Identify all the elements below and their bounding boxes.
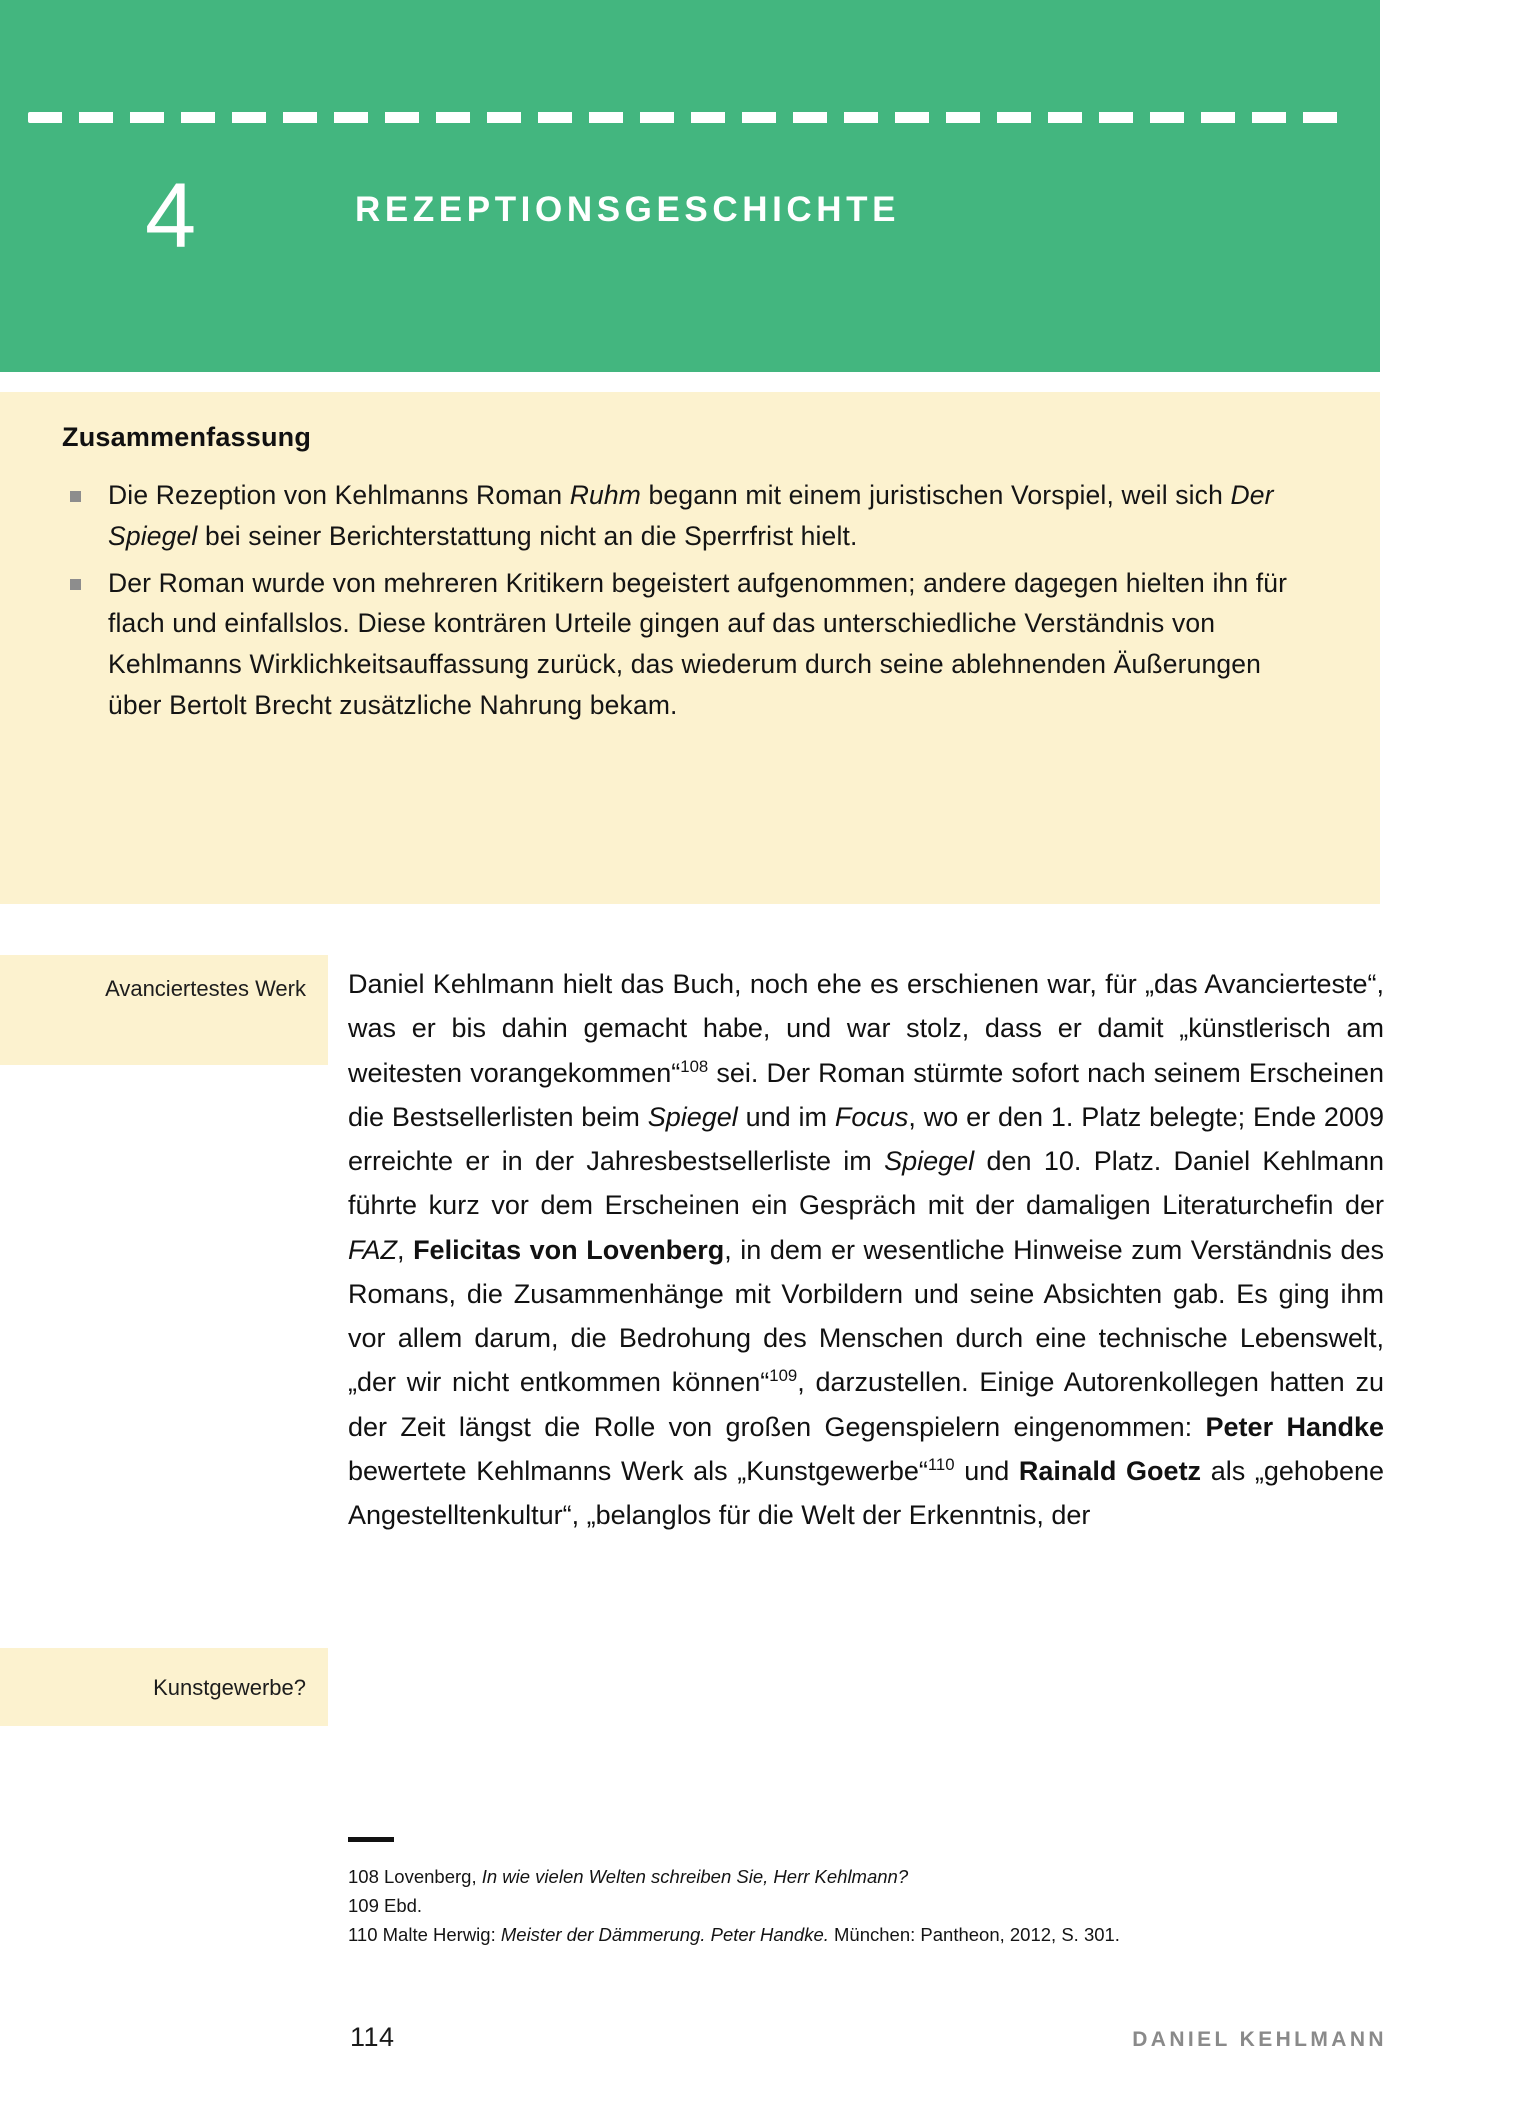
bold-felicitas-von-lovenberg: Felicitas von Lovenberg	[413, 1234, 725, 1265]
dashed-rule-decoration	[28, 112, 1348, 123]
footnote-108: 108 Lovenberg, In wie vielen Welten schreiben Sie, Herr Kehlmann?	[348, 1866, 909, 1887]
italic-focus: Focus	[834, 1101, 909, 1132]
square-bullet-icon	[70, 579, 81, 590]
footnote-separator-rule	[348, 1837, 394, 1842]
footnotes-block	[348, 1862, 1384, 1950]
italic-spiegel: Spiegel	[647, 1101, 738, 1132]
summary-bullet-item	[62, 475, 1320, 557]
footnote-marker-109: 109	[769, 1366, 798, 1386]
bold-peter-handke: Peter Handke	[1205, 1411, 1384, 1442]
margin-note-kunstgewerbe: Kunstgewerbe?	[0, 1648, 328, 1726]
summary-bullet-list	[62, 475, 1320, 726]
summary-box	[0, 392, 1380, 904]
page-number: 114	[350, 2022, 395, 2052]
chapter-number: 4	[145, 165, 196, 267]
running-head: DANIEL KEHLMANN	[1132, 2028, 1387, 2051]
summary-bullet-text: Der Roman wurde von mehreren Kritikern begeistert aufgenommen; andere dagegen hielten ihn für flach und einfallslos. Diese konträren Urteile gingen auf das unterschiedliche Verständnis von Kehlmanns Wirklichkeitsauffassung zurück, das wiederum durch seine ablehnenden Äußerungen über Bertolt Brecht zusätzliche Nahrung bekam.	[108, 567, 1288, 720]
footnote-marker-108: 108	[680, 1056, 709, 1076]
body-paragraph: Daniel Kehlmann hielt das Buch, noch ehe es erschienen war, für „das Avancierteste“, was er bis dahin gemacht habe, und war stolz, dass er damit „künstlerisch am weitesten vorangekommen“$^{108}$ sei. Der Roman stürmte sofort nach seinem Erscheinen die Bestsellerlisten beim Spiegel und im Focus, wo er den 1. Platz belegte; Ende 2009 erreichte er in der Jahresbestsellerliste im Spiegel den 10. Platz. Daniel Kehlmann führte kurz vor dem Erscheinen ein Gespräch mit der damaligen Literaturchefin der FAZ, Felicitas von Lovenberg, in dem er wesentliche Hinweise zum Verständnis des Romans, die Zusammenhänge mit Vorbildern und seine Absichten gab. Es ging ihm vor allem darum, die Bedrohung des Menschen durch eine technische Lebenswelt, „der wir nicht entkommen können“$^{109}$, darzustellen. Einige Autorenkollegen hatten zu der Zeit längst die Rolle von großen Gegenspielern eingenommen: Peter Handke bewertete Kehlmanns Werk als „Kunstgewerbe“$^{110}$ und Rainald Goetz als „gehobene Angestelltenkultur“, „belanglos für die Welt der Erkenntnis, der	[348, 969, 1384, 1531]
summary-bullet-text: Die Rezeption von Kehlmanns Roman Ruhm begann mit einem juristischen Vorspiel, weil sich Der Spiegel bei seiner Berichterstattung nicht an die Sperrfrist hielt.	[108, 480, 1274, 551]
chapter-title: REZEPTIONSGESCHICHTE	[355, 190, 901, 229]
body-text-column	[348, 962, 1384, 1537]
italic-spiegel: Spiegel	[884, 1146, 975, 1177]
summary-heading: Zusammenfassung	[62, 422, 312, 452]
chapter-header-band	[0, 0, 1380, 372]
footnote-109: 109 Ebd.	[348, 1895, 423, 1917]
footnote-110: 110 Malte Herwig: Meister der Dämmerung. Peter Handke. München: Pantheon, 2012, S. 301.	[348, 1924, 1120, 1946]
footnote-marker-110: 110	[927, 1454, 955, 1474]
italic-faz: FAZ	[348, 1234, 397, 1265]
bold-rainald-goetz: Rainald Goetz	[1018, 1455, 1202, 1486]
summary-bullet-item	[62, 563, 1320, 726]
square-bullet-icon	[70, 491, 81, 502]
margin-note-avanciertestes-werk: Avanciertestes Werk	[0, 955, 328, 1065]
